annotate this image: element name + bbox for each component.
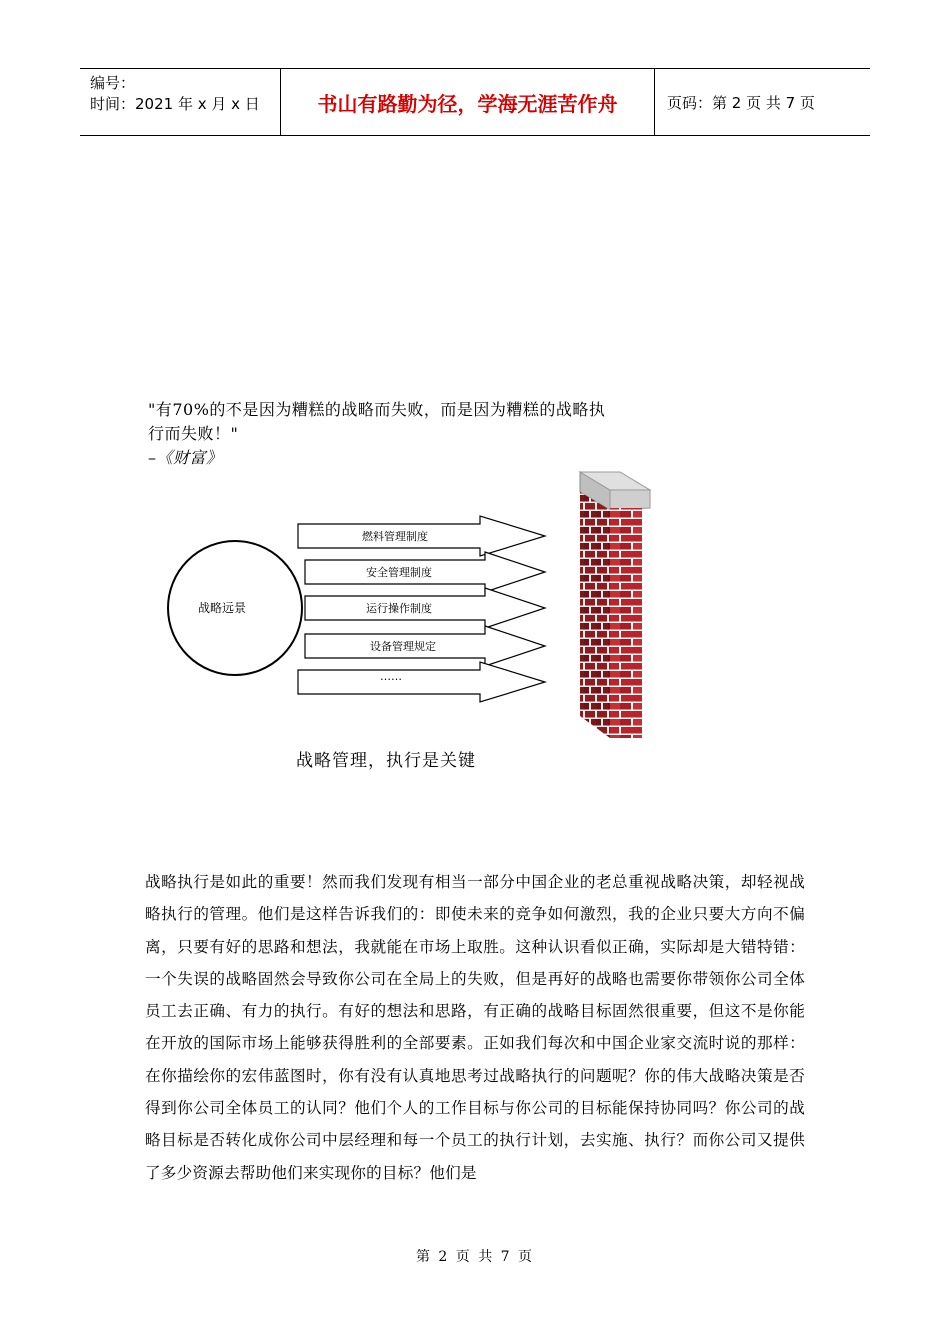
circle-label: 战略远景 [197, 601, 247, 615]
strategy-figure [140, 390, 680, 780]
arrow-label-2: 安全管理制度 [366, 566, 432, 579]
figure-caption: 战略管理，执行是关键 [296, 751, 476, 771]
serial-number-label: 编号： [90, 74, 136, 92]
arrow-label-5: …… [380, 670, 402, 683]
arrow-label-1: 燃料管理制度 [362, 530, 428, 543]
header-page-info: 页码：第 2 页 共 7 页 [667, 93, 815, 112]
page-footer: 第 2 页 共 7 页 [415, 1249, 535, 1265]
header-motto: 书山有路勤为径，学海无涯苦作舟 [281, 69, 655, 135]
quote-line-2: 行而失败！" [148, 424, 239, 443]
brick-wall-icon [580, 472, 650, 738]
arrow-label-3: 运行操作制度 [366, 602, 432, 615]
page-header [80, 68, 870, 136]
date-line: 时间：2021 年 x 月 x 日 [90, 95, 260, 113]
arrow-label-4: 设备管理规定 [370, 640, 436, 653]
body-paragraph: 战略执行是如此的重要！然而我们发现有相当一部分中国企业的老总重视战略决策，却轻视战略执行的管理。他们是这样告诉我们的：即使未来的竞争如何激烈，我的企业只要大方向不偏离，只要有好的思路和想法，我就能在市场上取胜。这种认识看似正确，实际却是大错特错：一个失误的战略固然会导致你公司在全局上的失败，但是再好的战略也需要你带领你公司全体员工去正确、有力的执行。有好的想法和思路，有正确的战略目标固然很重要，但这不是你能在开放的国际市场上能够获得胜利的全部要素。正如我们每次和中国企业家交流时说的那样：在你描绘你的宏伟蓝图时，你有没有认真地思考过战略执行的问题呢？你的伟大战略决策是否得到你公司全体员工的认同？他们个人的工作目标与你公司的目标能保持协同吗？你公司的战略目标是否转化成你公司中层经理和每一个员工的执行计划，去实施、执行？而你公司又提供了多少资源去帮助他们来实现你的目标？他们是 [145, 873, 805, 1182]
arrow-5 [298, 662, 545, 702]
header-meta [80, 69, 281, 135]
quote-source: –《财富》 [148, 448, 223, 467]
quote-line-1: "有70%的不是因为糟糕的战略而失败，而是因为糟糕的战略执 [148, 400, 606, 419]
